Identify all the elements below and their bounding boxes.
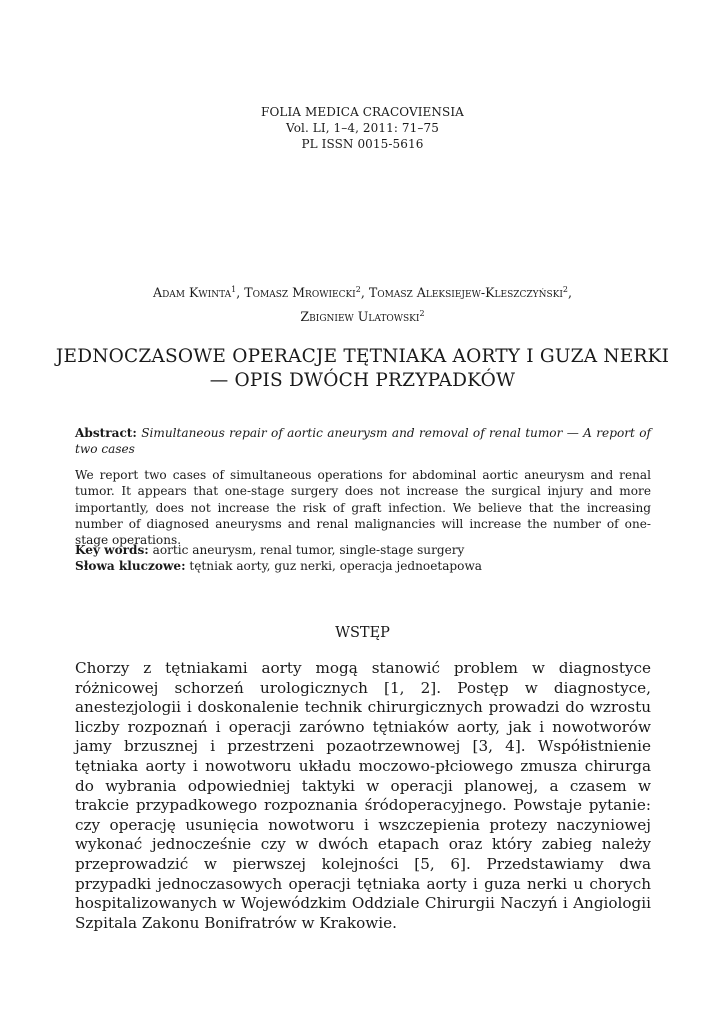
author-name: Tomasz Mrowiecki <box>244 285 356 300</box>
author-name: Zbigniew Ulatowski <box>300 309 420 324</box>
author-name: Adam Kwinta <box>152 285 232 300</box>
intro-paragraph: Chorzy z tętniakami aorty mogą stanowić problem w diagnostyce różnicowej schorzeń urologicznych [1, 2]. Postęp w diagnostyce, anestezjologii i doskonalenie technik chirurgicznych prowadzi do wzrostu liczby rozpoznań i operacji zarówno tętniaków aorty, jak i nowotworów jamy brzusznej i przestrzeni pozaotrzewnowej [3, 4]. Współistnienie tętniaka aorty i nowotworu układu moczowo-płciowego zmusza chirurga do wybrania odpowiedniej taktyki w operacji planowej, a czasem w trakcie przypadkowego rozpoznania śródoperacyjnego. Powstaje pytanie: czy operację usunięcia nowotworu i wszczepienia protezy naczyniowej wykonać jednocześnie czy w dwóch etapach oraz który zabieg należy przeprowadzić w pierwszej kolejności [5, 6]. Przedstawiamy dwa przypadki jednoczasowych operacji tętniaka aorty i guza nerki u chorych hospitalizowanych w Wojewódzkim Oddziale Chirurgii Naczyń i Angiologii Szpitala Zakonu Bonifratrów w Krakowie. <box>75 659 651 932</box>
abstract-heading <box>75 425 651 457</box>
keywords-pl-label: Słowa kluczowe: <box>75 559 186 573</box>
journal-issn: PL ISSN 0015-5616 <box>301 137 424 151</box>
author-affiliation: 2 <box>419 308 425 318</box>
article-title-line1: JEDNOCZASOWE OPERACJE TĘTNIAKA AORTY I GUZA NERKI <box>55 346 670 367</box>
keywords-en-label: Key words: <box>75 543 149 557</box>
article-title-line2: — OPIS DWÓCH PRZYPADKÓW <box>209 370 516 391</box>
abstract-body: We report two cases of simultaneous operations for abdominal aortic aneurysm and renal tumor. It appears that one-stage surgery does not increase the surgical injury and more importantly, does not increase the risk of graft infection. We believe that the increasing number of diagnosed aneurysms and renal malignancies will increase the number of one-stage operations. <box>75 468 651 548</box>
author-affiliation: 2 <box>355 284 361 294</box>
author-separator: , <box>567 285 572 300</box>
journal-header <box>0 104 725 152</box>
author-affiliation: 1 <box>231 284 237 294</box>
author-list <box>60 281 665 329</box>
keywords-en <box>75 542 651 558</box>
section-heading: WSTĘP <box>335 625 390 641</box>
author-affiliation: 2 <box>562 284 568 294</box>
abstract-english-title: Simultaneous repair of aortic aneurysm and removal of renal tumor — A report of two cases <box>75 426 651 456</box>
journal-volume: Vol. LI, 1–4, 2011: 71–75 <box>286 121 439 135</box>
author-name: Tomasz Aleksiejew-Kleszczyński <box>368 285 563 300</box>
keywords-en-value: aortic aneurysm, renal tumor, single-stage surgery <box>152 543 465 557</box>
keywords-block <box>75 542 651 574</box>
keywords-pl-value: tętniak aorty, guz nerki, operacja jednoetapowa <box>189 559 483 573</box>
article-title <box>55 345 670 393</box>
author-separator: , <box>360 285 369 300</box>
journal-name: FOLIA MEDICA CRACOVIENSIA <box>261 105 464 119</box>
keywords-pl <box>75 558 651 574</box>
abstract-label: Abstract: <box>75 426 137 440</box>
author-separator: , <box>236 285 245 300</box>
